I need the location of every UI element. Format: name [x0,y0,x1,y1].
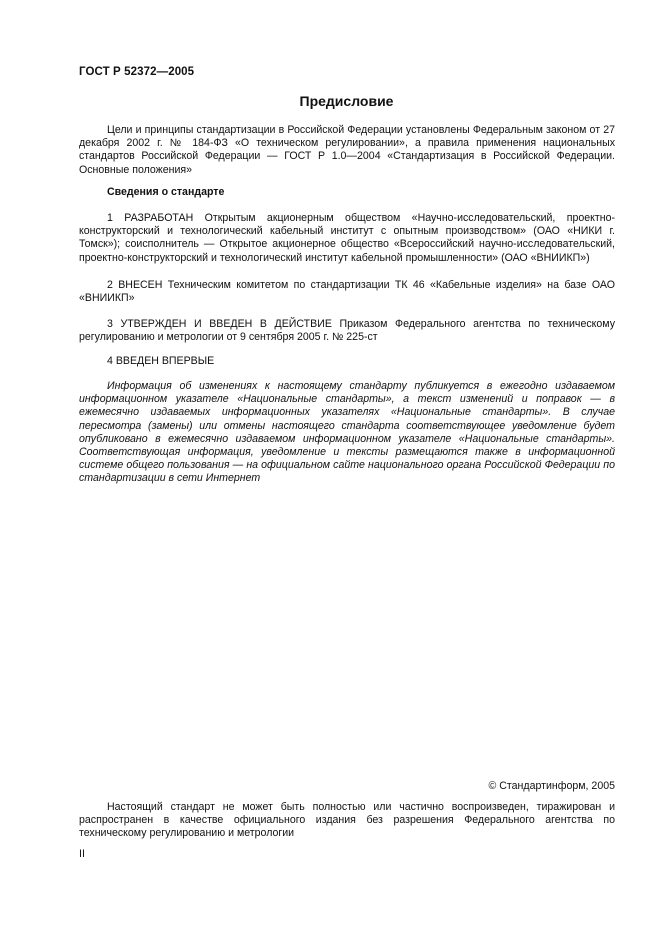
rights-paragraph [79,801,615,841]
item-2-paragraph [79,279,615,305]
item-1-paragraph [79,212,615,265]
item-4-paragraph [79,355,615,368]
info-note-paragraph [79,380,615,486]
standard-code-header: ГОСТ Р 52372—2005 [79,66,195,78]
item-1-text: 1 РАЗРАБОТАН Открытым акционерным обществом «Научно-исследовательский, проектно-конструкторский и технологический кабельный институт с опытным производством» (ОАО «НИКИ г. Томск»); соисполнитель — Открытое акционерное общество «Всероссийский научно-исследовательский, проектно-конструкторский и технологический институт кабельной промышленности» (ОАО «ВНИИКП») [79,212,615,264]
item-4-text: 4 ВВЕДЕН ВПЕРВЫЕ [107,355,215,367]
page-number: II [79,848,85,860]
info-note-text: Информация об изменениях к настоящему стандарту публикуется в ежегодно издаваемом информационном указателе «Национальные стандарты», а текст изменений и поправок — в ежемесячно издаваемых информационных указателях «Национальные стандарты». В случае пересмотра (замены) или отмены настоящего стандарта соответствующее уведомление будет опубликовано в ежемесячно издаваемом информационном указателе «Национальные стандарты». Соответствующая информация, уведомление и тексты размещаются также в информационной системе общего пользования — на официальном сайте национального органа Российской Федерации по стандартизации в сети Интернет [79,380,615,485]
item-2-text: 2 ВНЕСЕН Техническим комитетом по стандартизации ТК 46 «Кабельные изделия» на базе ОАО «ВНИИКП» [79,279,615,305]
rights-text: Настоящий стандарт не может быть полностью или частично воспроизведен, тиражирован и распространен в качестве официального издания без разрешения Федерального агентства по техническому регулированию и метрологии [79,801,615,840]
item-3-text: 3 УТВЕРЖДЕН И ВВЕДЕН В ДЕЙСТВИЕ Приказом Федерального агентства по техническому регулированию и метрологии от 9 сентября 2005 г. № 225-ст [79,318,615,344]
section-title: Сведения о стандарте [107,186,225,198]
item-3-paragraph [79,318,615,344]
page-title: Предисловие [299,93,394,109]
intro-text: Цели и принципы стандартизации в Российской Федерации установлены Федеральным законом от 27 декабря 2002 г. № 184-ФЗ «О техническом регулировании», а правила применения национальных стандартов Российской Федерации — ГОСТ Р 1.0—2004 «Стандартизация в Российской Федерации. Основные положения» [79,124,615,176]
copyright-notice: © Стандартинформ, 2005 [488,780,615,792]
intro-paragraph [79,124,615,177]
